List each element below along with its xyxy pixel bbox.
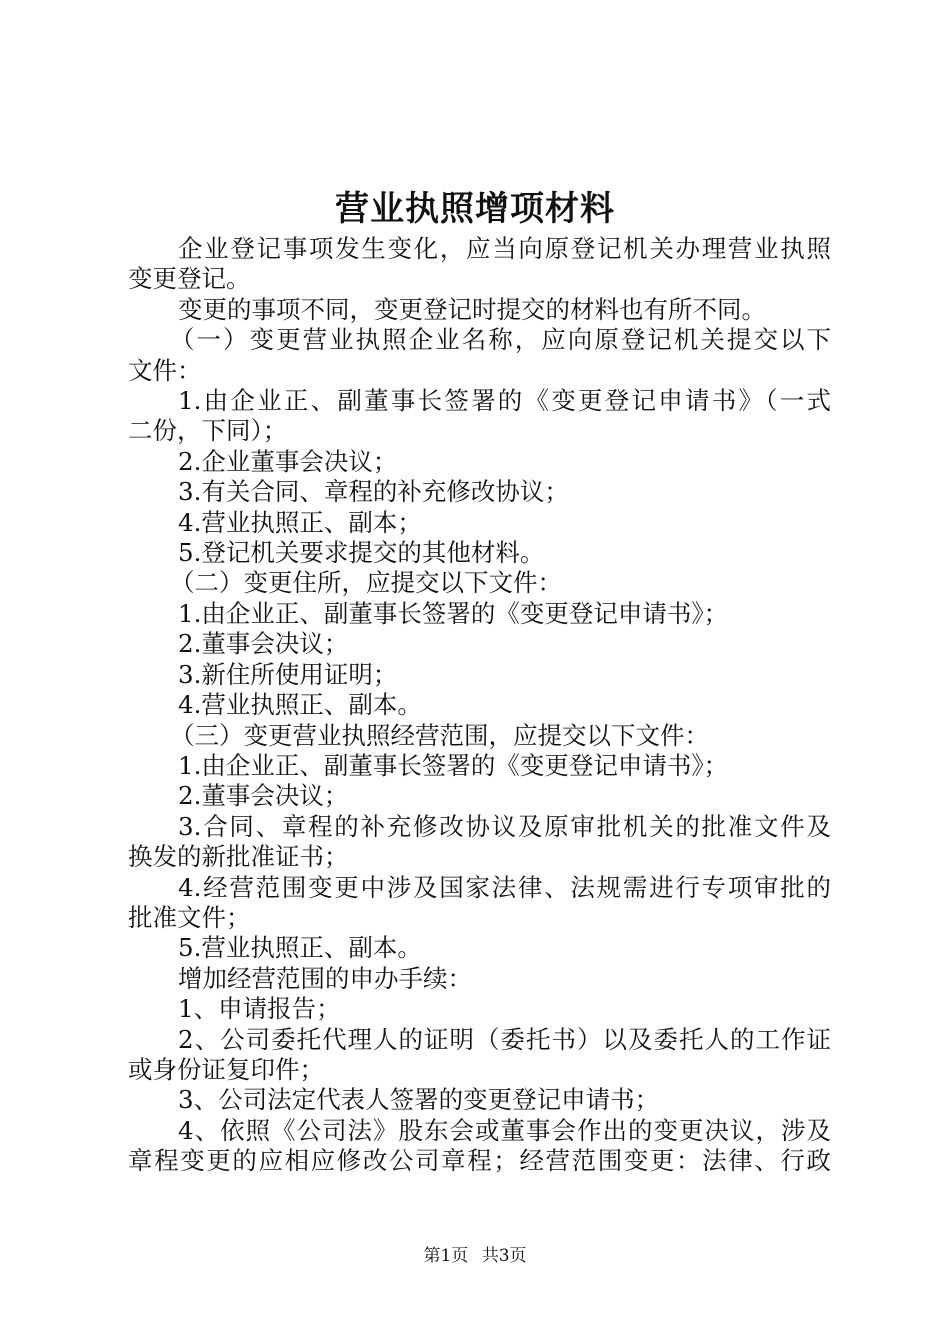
section-heading-line: （二）变更住所，应提交以下文件： xyxy=(170,568,562,598)
list-item-line: 二份，下同）； xyxy=(128,416,288,446)
list-item-line: 4.营业执照正、副本； xyxy=(178,507,422,537)
list-item-line: 换发的新批准证书； xyxy=(128,842,349,872)
paragraph-line: 企业登记事项发生变化，应当向原登记机关办理营业执照 xyxy=(178,234,831,263)
list-item-line: 章程变更的应相应修改公司章程；经营范围变更：法律、行政 xyxy=(128,1146,831,1176)
section-heading-line: （一）变更营业执照企业名称，应向原登记机关提交以下 xyxy=(170,325,831,355)
list-item-line: 1.由企业正、副董事长签署的《变更登记申请书》； xyxy=(178,598,729,628)
section-heading-line: 增加经营范围的申办手续： xyxy=(178,963,472,993)
list-item-line: 或身份证复印件； xyxy=(128,1054,324,1084)
list-item-line: 4、依照《公司法》股东会或董事会作出的变更决议，涉及 xyxy=(178,1115,831,1145)
list-item-line: 2.董事会决议； xyxy=(178,629,349,659)
list-item-line: 3、公司法定代表人签署的变更登记申请书； xyxy=(178,1085,660,1115)
list-item-line: 5.营业执照正、副本。 xyxy=(178,933,422,963)
paragraph-line: 变更的事项不同，变更登记时提交的材料也有所不同。 xyxy=(178,294,766,324)
list-item-line: 1.由企业正、副董事长签署的《变更登记申请书》（一式 xyxy=(178,386,831,416)
list-item-line: 5.登记机关要求提交的其他材料。 xyxy=(178,538,545,568)
section-heading-line: （三）变更营业执照经营范围，应提交以下文件： xyxy=(170,720,709,750)
list-item-line: 1.由企业正、副董事长签署的《变更登记申请书》； xyxy=(178,750,729,780)
list-item-line: 2、公司委托代理人的证明（委托书）以及委托人的工作证 xyxy=(178,1024,831,1054)
paragraph-line: 文件： xyxy=(128,355,202,385)
paragraph-line: 变更登记。 xyxy=(128,264,251,294)
document-title: 营业执照增项材料 xyxy=(335,189,615,229)
list-item-line: 3.新住所使用证明； xyxy=(178,659,398,689)
list-item-line: 3.合同、章程的补充修改协议及原审批机关的批准文件及 xyxy=(178,811,831,841)
list-item-line: 2.董事会决议； xyxy=(178,781,349,811)
document-body xyxy=(128,234,831,1177)
list-item-line: 批准文件； xyxy=(128,902,251,932)
list-item-line: 2.企业董事会决议； xyxy=(178,446,398,476)
list-item-line: 3.有关合同、章程的补充修改协议； xyxy=(178,477,569,507)
list-item-line: 1、申请报告； xyxy=(178,994,341,1024)
page-number: 第1页 xyxy=(423,1246,469,1266)
list-item-line: 4.营业执照正、副本。 xyxy=(178,690,422,720)
page-footer xyxy=(0,1244,950,1268)
page-total: 共3页 xyxy=(481,1246,527,1266)
list-item-line: 4.经营范围变更中涉及国家法律、法规需进行专项审批的 xyxy=(178,872,831,902)
